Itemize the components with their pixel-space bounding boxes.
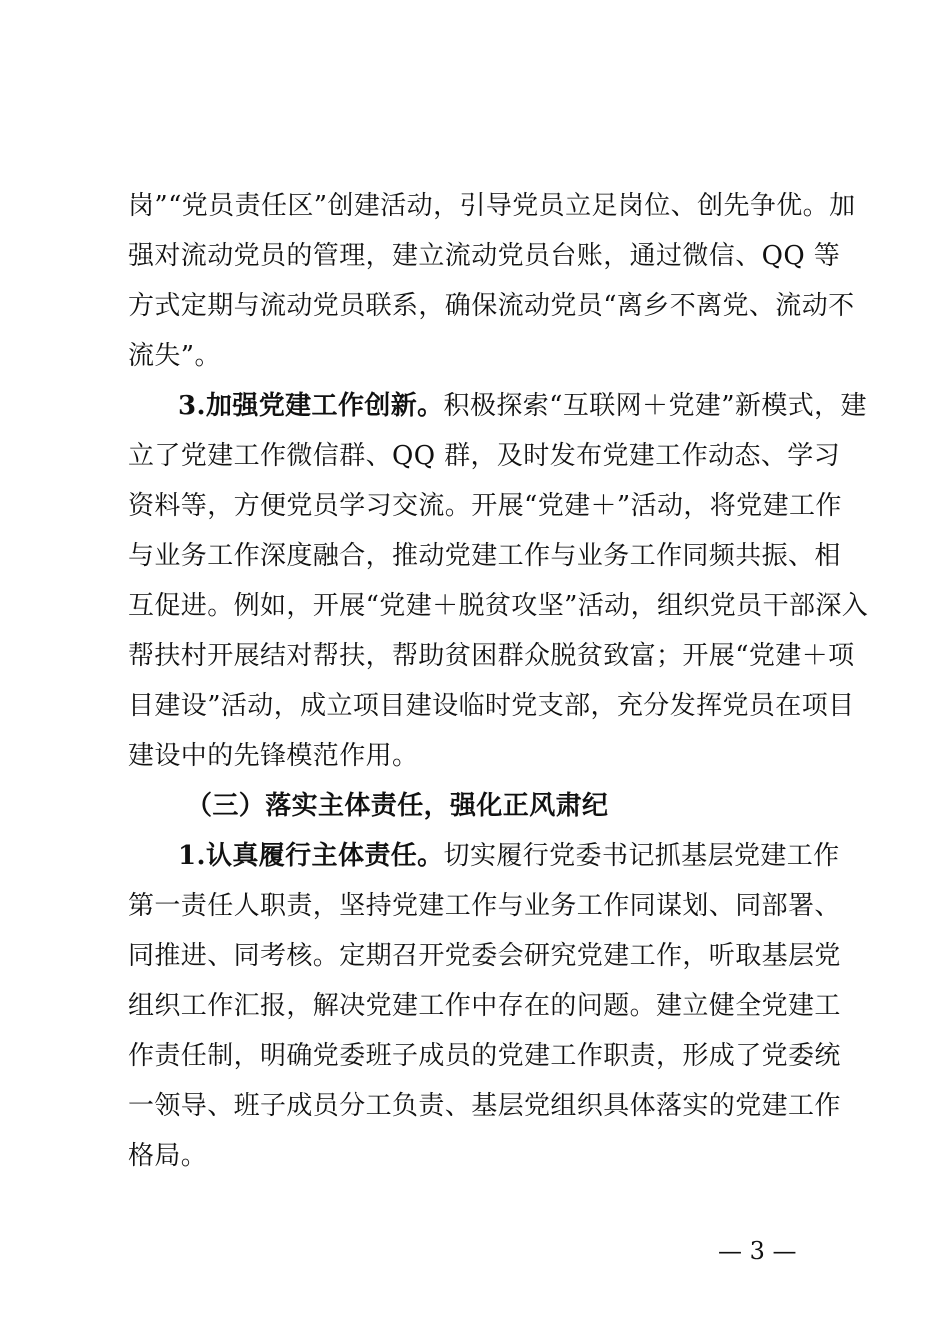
text-line: 格局。 [128,1141,208,1171]
page-number: — 3 — [718,1237,797,1265]
text-line: 资料等，方便党员学习交流。开展“党建＋”活动，将党建工作 [128,491,842,521]
paragraph-lead: 3.加强党建工作创新。 [178,391,444,421]
paragraph-first-line [178,841,838,871]
text-line: 目建设”活动，成立项目建设临时党支部，充分发挥党员在项目 [128,691,855,721]
text-line: 互促进。例如，开展“党建＋脱贫攻坚”活动，组织党员干部深入 [128,591,869,621]
paragraph-text: 切实履行党委书记抓基层党建工作 [443,841,840,871]
text-line: 与业务工作深度融合，推动党建工作与业务工作同频共振、相 [128,541,841,571]
text-line: 帮扶村开展结对帮扶，帮助贫困群众脱贫致富；开展“党建＋项 [128,641,855,671]
paragraph-lead: 1.认真履行主体责任。 [178,841,444,871]
text-line: 流失”。 [128,341,221,371]
text-line: 方式定期与流动党员联系，确保流动党员“离乡不离党、流动不 [128,291,855,321]
text-line: 建设中的先锋模范作用。 [128,741,419,771]
paragraph-first-line [178,391,867,421]
section-heading: （三）落实主体责任，强化正风肃纪 [186,791,609,821]
text-line: 组织工作汇报，解决党建工作中存在的问题。建立健全党建工 [128,991,841,1021]
text-line: 作责任制，明确党委班子成员的党建工作职责，形成了党委统 [128,1041,841,1071]
text-line: 岗”“党员责任区”创建活动，引导党员立足岗位、创先争优。加 [128,191,856,221]
text-line: 立了党建工作微信群、QQ 群，及时发布党建工作动态、学习 [128,441,841,471]
text-line: 强对流动党员的管理，建立流动党员台账，通过微信、QQ 等 [128,241,841,271]
text-line: 一领导、班子成员分工负责、基层党组织具体落实的党建工作 [128,1091,841,1121]
text-line: 同推进、同考核。定期召开党委会研究党建工作，听取基层党 [128,941,841,971]
text-line: 第一责任人职责，坚持党建工作与业务工作同谋划、同部署、 [128,891,841,921]
paragraph-text: 积极探索“互联网＋党建”新模式，建 [443,391,867,421]
